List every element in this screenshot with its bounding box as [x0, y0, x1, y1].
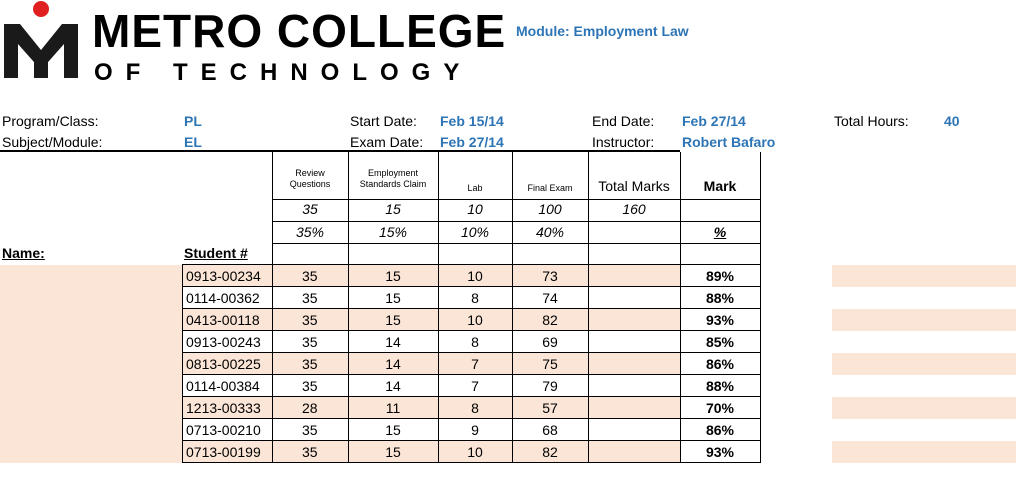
assessment-header-line2: Lab — [467, 183, 483, 193]
student-column-header: Student # — [184, 245, 248, 261]
assessment-max: 100 — [538, 201, 562, 217]
score-cell: 35 — [302, 356, 318, 372]
mark-cell: 86% — [705, 422, 735, 438]
grid-line — [272, 265, 273, 463]
exam-date-value: Feb 27/14 — [440, 134, 504, 150]
mark-cell: 88% — [705, 290, 735, 306]
score-cell: 82 — [542, 312, 558, 328]
score-cell: 7 — [471, 378, 479, 394]
row-side-shade — [832, 309, 1016, 331]
grid-line — [348, 265, 349, 463]
score-cell: 35 — [302, 334, 318, 350]
grid-line — [680, 265, 681, 463]
grid-line — [512, 152, 513, 265]
score-cell: 14 — [385, 356, 401, 372]
start-date-value: Feb 15/14 — [440, 113, 504, 129]
score-cell: 68 — [542, 422, 558, 438]
assessment-max: 35 — [302, 201, 318, 217]
score-cell: 79 — [542, 378, 558, 394]
college-logo-icon — [0, 0, 82, 82]
assessment-header — [438, 172, 512, 202]
end-date-value: Feb 27/14 — [682, 113, 746, 129]
grid-line — [272, 243, 760, 244]
student-id: 0813-00225 — [186, 356, 261, 372]
grid-line — [182, 462, 760, 463]
score-cell: 75 — [542, 356, 558, 372]
assessment-header-line1 — [512, 172, 588, 183]
assessment-header — [272, 168, 348, 198]
mark-cell: 93% — [705, 444, 735, 460]
score-cell: 11 — [385, 400, 401, 416]
module-title: Module: Employment Law — [516, 23, 689, 39]
score-cell: 8 — [471, 290, 479, 306]
score-cell: 35 — [302, 312, 318, 328]
grid-line — [760, 152, 761, 265]
student-id: 1213-00333 — [186, 400, 261, 416]
mark-header: Mark — [703, 178, 737, 194]
name-column-area — [0, 265, 182, 463]
end-date-label: End Date: — [592, 113, 655, 129]
subject-value: EL — [184, 134, 202, 150]
start-date-label: Start Date: — [350, 113, 417, 129]
grid-line — [348, 152, 349, 265]
assessment-header — [512, 172, 588, 202]
mark-cell: 70% — [705, 400, 735, 416]
grid-line — [182, 265, 183, 463]
mark-cell: 88% — [705, 378, 735, 394]
score-cell: 15 — [385, 268, 401, 284]
score-cell: 15 — [385, 290, 401, 306]
score-cell: 14 — [385, 378, 401, 394]
score-cell: 9 — [471, 422, 479, 438]
mark-cell: 85% — [705, 334, 735, 350]
assessment-weight: 40% — [535, 224, 565, 240]
assessment-weight: 15% — [378, 224, 408, 240]
subject-label: Subject/Module: — [2, 134, 103, 150]
score-cell: 73 — [542, 268, 558, 284]
row-side-shade — [832, 265, 1016, 287]
row-side-shade — [832, 397, 1016, 419]
program-label: Program/Class: — [2, 113, 99, 129]
student-id: 0413-00118 — [186, 312, 260, 328]
score-cell: 35 — [302, 378, 318, 394]
grid-line — [760, 265, 761, 463]
student-id: 0114-00384 — [186, 378, 260, 394]
mark-cell: 89% — [705, 268, 735, 284]
header-divider — [0, 150, 680, 152]
total-marks-max: 160 — [622, 201, 646, 217]
assessment-weight: 10% — [460, 224, 490, 240]
score-cell: 10 — [467, 444, 483, 460]
assessment-header-line2: Standards Claim — [359, 179, 427, 189]
assessment-header — [348, 168, 438, 198]
name-column-header: Name: — [2, 245, 45, 261]
grid-line — [512, 265, 513, 463]
grid-line — [438, 152, 439, 265]
instructor-value: Robert Bafaro — [682, 134, 776, 150]
logo-subtitle: OF TECHNOLOGY — [94, 59, 473, 86]
score-cell: 35 — [302, 268, 318, 284]
score-cell: 10 — [467, 312, 483, 328]
student-id: 0913-00234 — [186, 268, 261, 284]
score-cell: 15 — [385, 444, 401, 460]
student-id: 0114-00362 — [186, 290, 260, 306]
assessment-header-line1: Employment — [367, 168, 419, 178]
score-cell: 8 — [471, 400, 479, 416]
total-marks-header: Total Marks — [598, 178, 670, 194]
score-cell: 69 — [542, 334, 558, 350]
score-cell: 15 — [385, 422, 401, 438]
assessment-max: 10 — [467, 201, 483, 217]
row-side-shade — [832, 441, 1016, 463]
score-cell: 74 — [542, 290, 558, 306]
grid-line — [588, 152, 589, 265]
grid-line — [272, 152, 273, 265]
score-cell: 15 — [385, 312, 401, 328]
mark-cell: 93% — [705, 312, 735, 328]
assessment-header-line2: Questions — [289, 179, 331, 189]
mark-unit: % — [713, 224, 727, 240]
assessment-max: 15 — [385, 201, 401, 217]
score-cell: 7 — [471, 356, 479, 372]
score-cell: 10 — [467, 268, 483, 284]
score-cell: 35 — [302, 444, 318, 460]
score-cell: 57 — [542, 400, 558, 416]
grid-line — [272, 221, 760, 222]
instructor-label: Instructor: — [592, 134, 655, 150]
grid-line — [588, 265, 589, 463]
logo-title: METRO COLLEGE — [92, 5, 507, 57]
program-value: PL — [184, 113, 202, 129]
exam-date-label: Exam Date: — [350, 134, 424, 150]
score-cell: 35 — [302, 290, 318, 306]
assessment-weight: 35% — [295, 224, 325, 240]
grid-line — [272, 199, 760, 200]
row-side-shade — [832, 353, 1016, 375]
score-cell: 8 — [471, 334, 479, 350]
total-hours-value: 40 — [944, 113, 960, 129]
mark-cell: 86% — [705, 356, 735, 372]
student-id: 0713-00210 — [186, 422, 261, 438]
score-cell: 14 — [385, 334, 401, 350]
grid-line — [438, 265, 439, 463]
student-id: 0913-00243 — [186, 334, 261, 350]
student-id: 0713-00199 — [186, 444, 261, 460]
assessment-header-line1 — [438, 172, 512, 183]
total-hours-label: Total Hours: — [834, 113, 909, 129]
score-cell: 28 — [302, 400, 318, 416]
assessment-header-line1: Review — [295, 168, 325, 178]
assessment-header-line2: Final Exam — [527, 183, 573, 193]
score-cell: 35 — [302, 422, 318, 438]
score-cell: 82 — [542, 444, 558, 460]
grid-line — [680, 152, 681, 265]
